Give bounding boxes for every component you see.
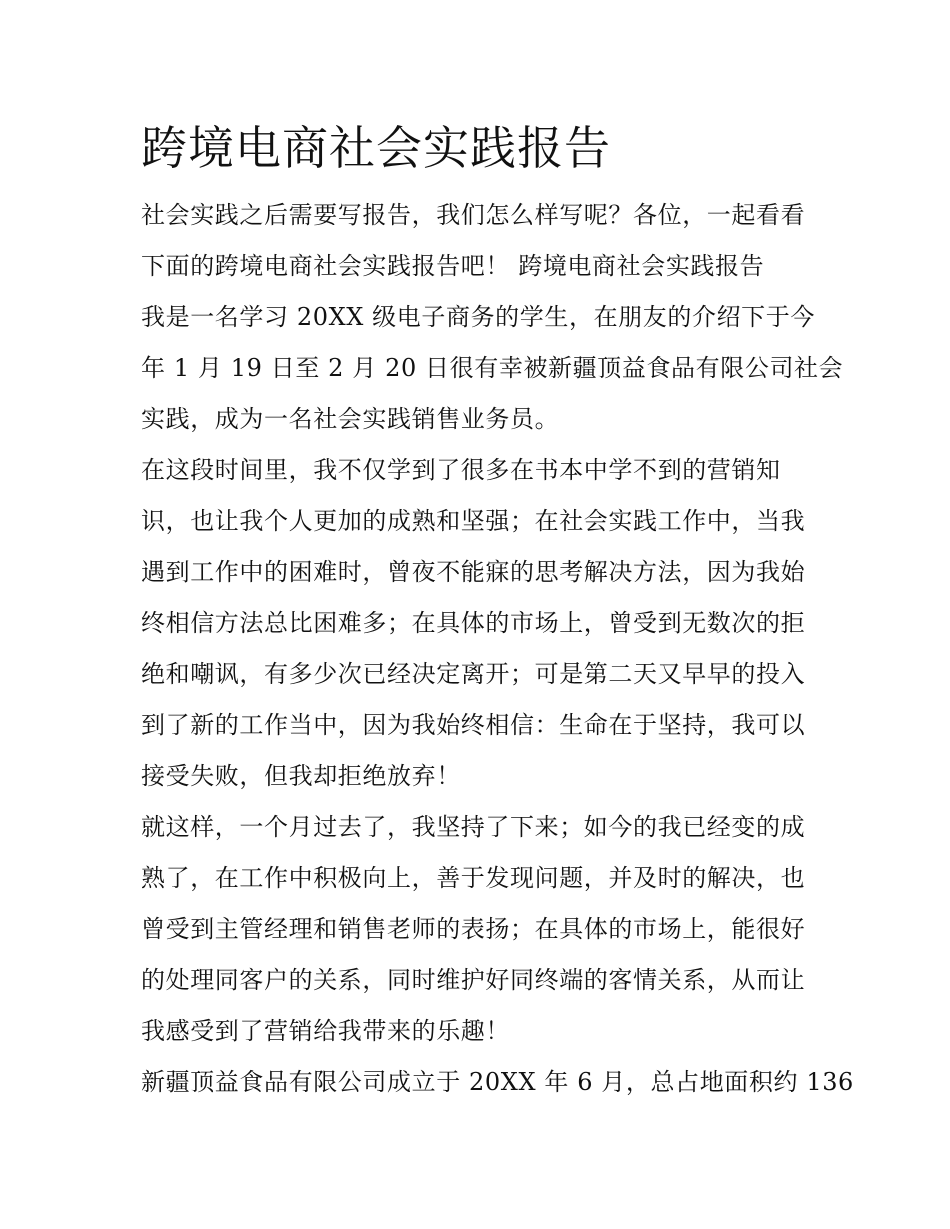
text-line: 年 1 月 19 日至 2 月 20 日很有幸被新疆顶益食品有限公司社会 xyxy=(141,354,844,382)
paragraph-company xyxy=(141,1057,854,1108)
text-line: 就这样，一个月过去了，我坚持了下来；如今的我已经变的成 xyxy=(141,813,806,841)
paragraph-growth xyxy=(141,802,813,1057)
text-line: 社会实践之后需要写报告，我们怎么样写呢？各位，一起看看 xyxy=(141,201,806,229)
text-line: 到了新的工作当中，因为我始终相信：生命在于坚持，我可以 xyxy=(141,711,806,739)
text-line: 我是一名学习 20XX 级电子商务的学生，在朋友的介绍下于今 xyxy=(141,303,815,331)
text-line: 曾受到主管经理和销售老师的表扬；在具体的市场上，能很好 xyxy=(141,915,806,943)
paragraph-experience xyxy=(141,445,813,802)
text-line: 我感受到了营销给我带来的乐趣！ xyxy=(141,1017,510,1045)
text-line: 遇到工作中的困难时，曾夜不能寐的思考解决方法，因为我始 xyxy=(141,558,806,586)
text-line: 识，也让我个人更加的成熟和坚强；在社会实践工作中，当我 xyxy=(141,507,806,535)
paragraph-intro xyxy=(141,190,813,292)
document-page xyxy=(141,118,854,1108)
text-line: 熟了，在工作中积极向上，善于发现问题，并及时的解决，也 xyxy=(141,864,806,892)
text-line: 实践，成为一名社会实践销售业务员。 xyxy=(141,405,560,433)
text-line: 在这段时间里，我不仅学到了很多在书本中学不到的营销知 xyxy=(141,456,781,484)
text-line: 的处理同客户的关系，同时维护好同终端的客情关系，从而让 xyxy=(141,966,806,994)
paragraph-background xyxy=(141,292,844,445)
text-line: 下面的跨境电商社会实践报告吧！ 跨境电商社会实践报告 xyxy=(141,252,765,280)
document-title: 跨境电商社会实践报告 xyxy=(141,121,611,175)
text-line: 终相信方法总比困难多；在具体的市场上，曾受到无数次的拒 xyxy=(141,609,806,637)
text-line: 绝和嘲讽，有多少次已经决定离开；可是第二天又早早的投入 xyxy=(141,660,806,688)
text-line: 接受失败，但我却拒绝放弃！ xyxy=(141,762,461,790)
text-line: 新疆顶益食品有限公司成立于 20XX 年 6 月，总占地面积约 136 xyxy=(141,1068,854,1096)
